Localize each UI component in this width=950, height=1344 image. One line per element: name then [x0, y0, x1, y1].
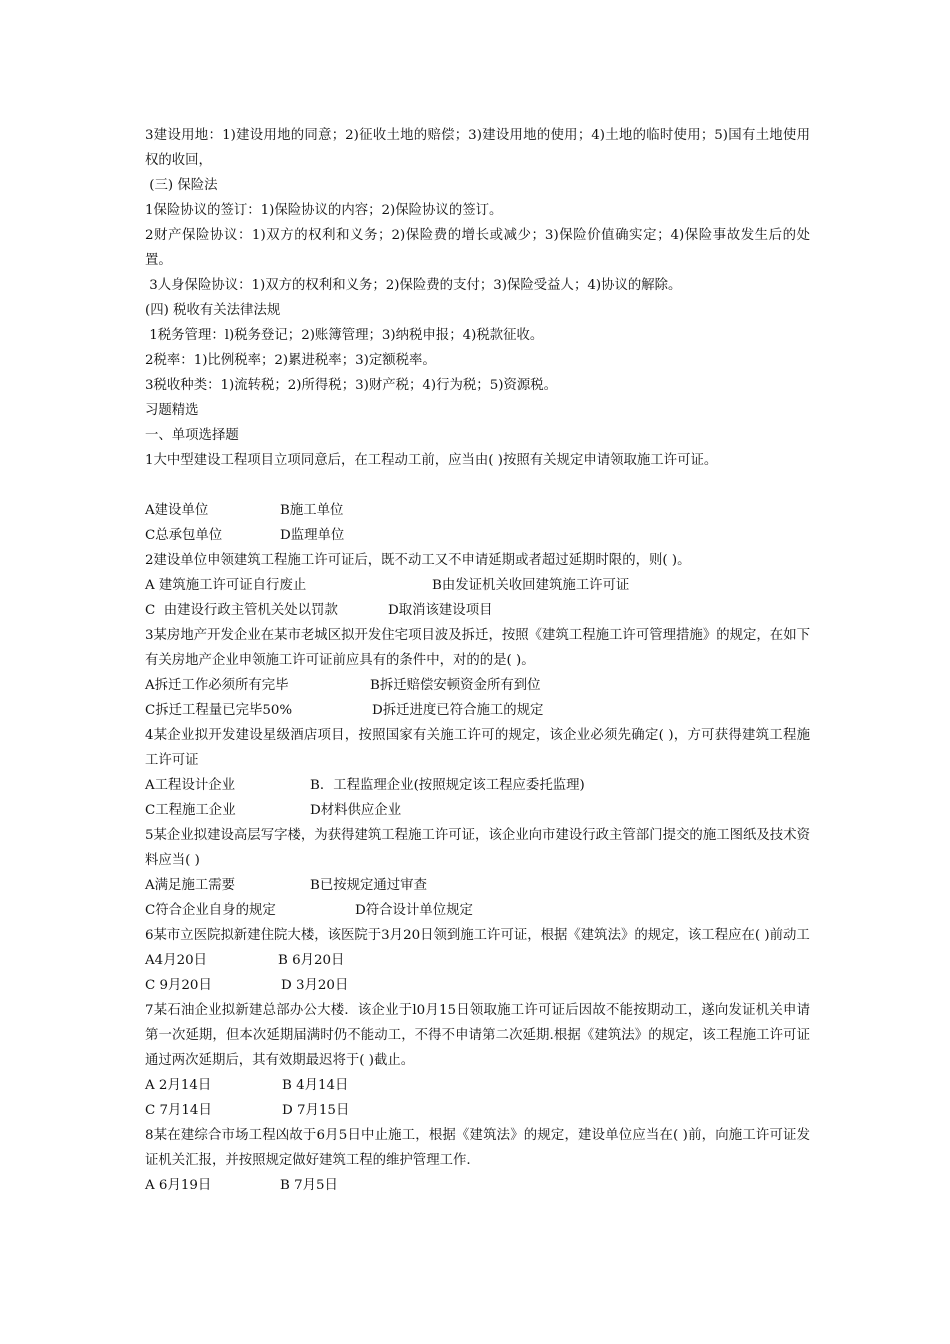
answer-option: A 6月19日: [145, 1178, 212, 1193]
option-row: [145, 1098, 810, 1123]
answer-option: C 9月20日: [145, 978, 212, 993]
answer-option: B 4月14日: [282, 1078, 349, 1093]
answer-option: B由发证机关收回建筑施工许可证: [432, 578, 630, 593]
answer-option: C拆迁工程量已完毕50%: [145, 703, 293, 718]
answer-option: A4月20日: [145, 953, 208, 968]
answer-option: A建设单位: [145, 503, 209, 518]
answer-option: B 7月5日: [280, 1178, 338, 1193]
option-row: [145, 773, 810, 798]
question-stem: 6某市立医院拟新建住院大楼，该医院于3月20日领到施工许可证，根据《建筑法》的规定，该工程应在( )前动工: [145, 928, 810, 943]
option-row: [145, 873, 810, 898]
question-list: [145, 448, 810, 1198]
option-row: [145, 898, 810, 923]
answer-option: B拆迁赔偿安顿资金所有到位: [370, 678, 541, 693]
option-row: [145, 973, 810, 998]
question-block: [145, 823, 810, 923]
answer-option: D 7月15日: [282, 1103, 350, 1118]
option-row: [145, 598, 810, 623]
option-row: [145, 1073, 810, 1098]
question-stem: 7某石油企业拟新建总部办公大楼．该企业于l0月15日领取施工许可证后因故不能按期动工，遂向发证机关申请第一次延期，但本次延期届满时仍不能动工，不得不申请第二次延期.根据《建筑法》的规定，该工程施工许可证通过两次延期后，其有效期最迟将于( )截止。: [145, 1003, 810, 1068]
option-row: [145, 673, 810, 698]
answer-option: B 6月20日: [278, 953, 345, 968]
land-item-3: 3建设用地：1)建设用地的同意；2)征收土地的赔偿；3)建设用地的使用；4)土地的临时使用；5)国有土地使用权的收回，: [145, 128, 810, 168]
answer-option: D 3月20日: [281, 978, 349, 993]
option-row: [145, 523, 810, 548]
insurance-item-1: 1保险协议的签订：1)保险协议的内容；2)保险协议的签订。: [145, 203, 503, 218]
answer-option: A 建筑施工许可证自行废止: [145, 578, 307, 593]
answer-option: B施工单位: [280, 503, 344, 518]
answer-option: C总承包单位: [145, 528, 223, 543]
option-row: [145, 498, 810, 523]
insurance-law-heading: (三) 保险法: [145, 178, 218, 193]
question-block: [145, 998, 810, 1123]
question-stem: 4某企业拟开发建设星级酒店项目，按照国家有关施工许可的规定，该企业必须先确定( )，方可获得建筑工程施工许可证: [145, 728, 810, 768]
tax-item-3: 3税收种类：1)流转税；2)所得税；3)财产税；4)行为税；5)资源税。: [145, 378, 558, 393]
exercises-heading: 习题精选: [145, 403, 199, 418]
option-row: [145, 698, 810, 723]
question-stem: 2建设单位申领建筑工程施工许可证后，既不动工又不申请延期或者超过延期时限的，则( )。: [145, 553, 691, 568]
option-row: [145, 1173, 810, 1198]
answer-option: A拆迁工作必须所有完毕: [145, 678, 289, 693]
answer-option: D监理单位: [280, 528, 345, 543]
answer-option: D拆迁进度已符合施工的规定: [372, 703, 544, 718]
blank-line: [145, 473, 810, 498]
answer-option: D材料供应企业: [310, 803, 402, 818]
question-stem: 5某企业拟建设高层写字楼，为获得建筑工程施工许可证，该企业向市建设行政主管部门提交的施工图纸及技术资料应当( ): [145, 828, 810, 868]
question-block: [145, 548, 810, 623]
answer-option: C工程施工企业: [145, 803, 236, 818]
answer-option: B已按规定通过审查: [310, 878, 427, 893]
document-page: [145, 123, 810, 1198]
question-stem: 3某房地产开发企业在某市老城区拟开发住宅项目波及拆迁，按照《建筑工程施工许可管理措施》的规定，在如下有关房地产企业申领施工许可证前应具有的条件中，对的的是( )。: [145, 628, 810, 668]
answer-option: D取消该建设项目: [388, 603, 493, 618]
question-stem: 1大中型建设工程项目立项同意后，在工程动工前，应当由( )按照有关规定申请领取施工许可证。: [145, 453, 718, 468]
option-row: [145, 948, 810, 973]
answer-option: A工程设计企业: [145, 778, 236, 793]
question-block: [145, 923, 810, 998]
question-block: [145, 623, 810, 723]
answer-option: C 7月14日: [145, 1103, 212, 1118]
question-block: [145, 448, 810, 548]
answer-option: D符合设计单位规定: [355, 903, 473, 918]
option-row: [145, 798, 810, 823]
answer-option: C符合企业自身的规定: [145, 903, 276, 918]
question-block: [145, 723, 810, 823]
tax-law-heading: (四) 税收有关法律法规: [145, 303, 281, 318]
answer-option: A满足施工需要: [145, 878, 236, 893]
question-stem: 8某在建综合市场工程凶故于6月5日中止施工，根据《建筑法》的规定，建设单位应当在( )前，向施工许可证发证机关汇报，并按照规定做好建筑工程的维护管理工作.: [145, 1128, 810, 1168]
insurance-item-3: 3人身保险协议：1)双方的权利和义务；2)保险费的支付；3)保险受益人；4)协议的解除。: [145, 278, 682, 293]
section-heading: 一、单项选择题: [145, 428, 239, 443]
answer-option: A 2月14日: [145, 1078, 212, 1093]
answer-option: C 由建设行政主管机关处以罚款: [145, 603, 338, 618]
question-block: [145, 1123, 810, 1198]
tax-item-1: 1税务管理：l)税务登记；2)账簿管理；3)纳税申报；4)税款征收。: [145, 328, 544, 343]
tax-item-2: 2税率：1)比例税率；2)累进税率；3)定额税率。: [145, 353, 436, 368]
answer-option: B．工程监理企业(按照规定该工程应委托监理): [310, 778, 585, 793]
option-row: [145, 573, 810, 598]
insurance-item-2: 2财产保险协议：1)双方的权利和义务；2)保险费的增长或减少；3)保险价值确实定；4)保险事故发生后的处置。: [145, 228, 810, 268]
